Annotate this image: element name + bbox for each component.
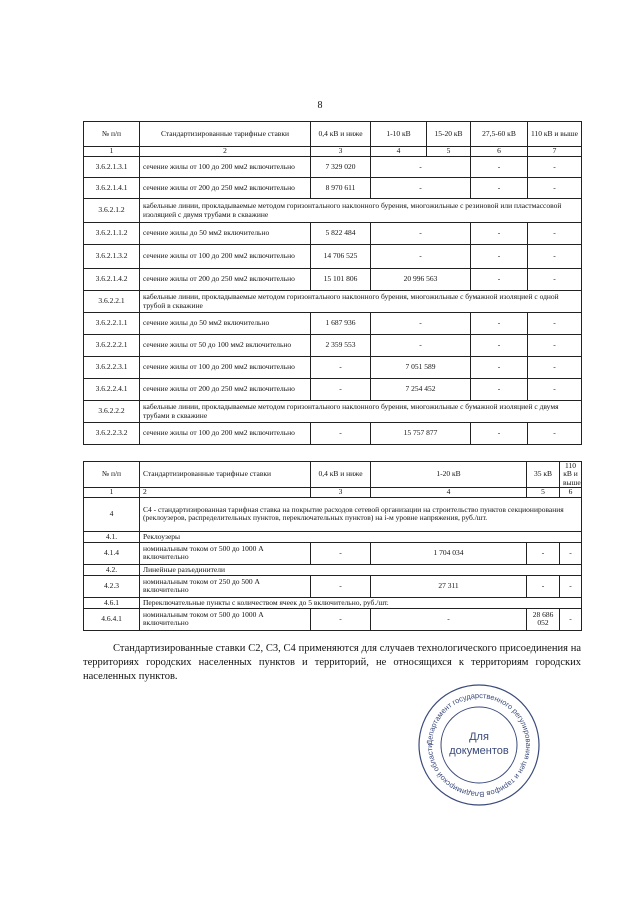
section-title: Переключательные пункты с количеством ячеек до 5 включительно, руб./шт. bbox=[140, 597, 582, 608]
value-0-4kv: 2 359 553 bbox=[311, 335, 371, 357]
tariff-table-2 bbox=[83, 461, 582, 631]
value-1-10kv: - bbox=[371, 245, 471, 269]
table-row bbox=[84, 122, 582, 147]
item-name: сечение жилы от 100 до 200 мм2 включительно bbox=[140, 245, 311, 269]
value-0-4kv: - bbox=[311, 379, 371, 401]
item-number: 4.1.4 bbox=[84, 542, 140, 564]
note-paragraph: Стандартизированные ставки С2, С3, С4 применяются для случаев технологического присоединения на территориях городских населенных пунктов и территорий, не относящихся к территориям городских населенных пунктов. bbox=[83, 643, 581, 683]
item-number: 4.6.1 bbox=[84, 597, 140, 608]
item-name: номинальным током от 500 до 1000 А включительно bbox=[140, 542, 311, 564]
value-35kv: 28 686 052 bbox=[527, 608, 560, 630]
value-0-4kv: - bbox=[311, 357, 371, 379]
value-0-4kv: 1 687 936 bbox=[311, 313, 371, 335]
value-1-10kv: - bbox=[371, 313, 471, 335]
value-110kv: - bbox=[528, 379, 582, 401]
value-27-60kv: - bbox=[471, 269, 528, 291]
column-number-cell: 2 bbox=[140, 147, 311, 157]
item-name: сечение жилы от 200 до 250 мм2 включительно bbox=[140, 379, 311, 401]
column-number-cell: 1 bbox=[84, 147, 140, 157]
header-cell: 110 кВ и выше bbox=[560, 462, 582, 488]
header-cell: 0,4 кВ и ниже bbox=[311, 122, 371, 147]
header-cell: № п/п bbox=[84, 462, 140, 488]
item-number: 4.1. bbox=[84, 531, 140, 542]
column-number-cell: 3 bbox=[311, 147, 371, 157]
value-0-4kv: 15 101 806 bbox=[311, 269, 371, 291]
header-cell: 1-10 кВ bbox=[371, 122, 427, 147]
header-cell: 110 кВ и выше bbox=[528, 122, 582, 147]
table-row bbox=[84, 401, 582, 423]
column-number-cell: 6 bbox=[560, 487, 582, 497]
value-27-60kv: - bbox=[471, 335, 528, 357]
value-1-10kv: 7 254 452 bbox=[371, 379, 471, 401]
header-cell: 27,5-60 кВ bbox=[471, 122, 528, 147]
value-110kv: - bbox=[528, 223, 582, 245]
header-cell: Стандартизированные тарифные ставки bbox=[140, 122, 311, 147]
table-row bbox=[84, 357, 582, 379]
table-row bbox=[84, 199, 582, 223]
header-cell: Стандартизированные тарифные ставки bbox=[140, 462, 311, 488]
item-number: 4 bbox=[84, 497, 140, 531]
value-1-10kv: - bbox=[371, 157, 471, 178]
item-name: сечение жилы до 50 мм2 включительно bbox=[140, 223, 311, 245]
item-number: 4.6.4.1 bbox=[84, 608, 140, 630]
item-name: сечение жилы от 200 до 250 мм2 включительно bbox=[140, 269, 311, 291]
item-number: 3.6.2.2.1.1 bbox=[84, 313, 140, 335]
stamp-center-line1: Для bbox=[469, 731, 489, 743]
column-number-cell: 6 bbox=[471, 147, 528, 157]
value-110kv: - bbox=[560, 575, 582, 597]
value-1-20kv: - bbox=[371, 608, 527, 630]
value-1-10kv: - bbox=[371, 223, 471, 245]
tariff-table-1 bbox=[83, 121, 582, 445]
table-row bbox=[84, 269, 582, 291]
value-35kv: - bbox=[527, 575, 560, 597]
table-row bbox=[84, 245, 582, 269]
column-number-cell: 2 bbox=[140, 487, 311, 497]
column-number-cell: 4 bbox=[371, 147, 427, 157]
value-0-4kv: 8 970 611 bbox=[311, 178, 371, 199]
table-row bbox=[84, 223, 582, 245]
header-cell: 0,4 кВ и ниже bbox=[311, 462, 371, 488]
item-number: 3.6.2.2.2.1 bbox=[84, 335, 140, 357]
item-number: 3.6.2.1.3.2 bbox=[84, 245, 140, 269]
item-number: 3.6.2.1.4.2 bbox=[84, 269, 140, 291]
section-title: Реклоузеры bbox=[140, 531, 582, 542]
item-number: 3.6.2.2.3.2 bbox=[84, 423, 140, 445]
item-number: 3.6.2.2.3.1 bbox=[84, 357, 140, 379]
table-row bbox=[84, 608, 582, 630]
value-110kv: - bbox=[528, 357, 582, 379]
table-row bbox=[84, 178, 582, 199]
value-110kv: - bbox=[528, 269, 582, 291]
value-27-60kv: - bbox=[471, 178, 528, 199]
table-row bbox=[84, 313, 582, 335]
value-110kv: - bbox=[528, 157, 582, 178]
value-1-10kv: - bbox=[371, 335, 471, 357]
column-number-cell: 7 bbox=[528, 147, 582, 157]
table-row bbox=[84, 462, 582, 488]
table-row bbox=[84, 575, 582, 597]
value-27-60kv: - bbox=[471, 357, 528, 379]
item-number: 3.6.2.2.2 bbox=[84, 401, 140, 423]
value-110kv: - bbox=[528, 313, 582, 335]
stamp-center-line2: документов bbox=[449, 745, 509, 757]
section-title: кабельные линии, прокладываемые методом горизонтального наклонного бурения, многожильные с бумажной изоляцией с двумя трубами в скважине bbox=[140, 401, 582, 423]
table-row bbox=[84, 423, 582, 445]
header-cell: № п/п bbox=[84, 122, 140, 147]
value-0-4kv: 14 706 525 bbox=[311, 245, 371, 269]
item-number: 4.2.3 bbox=[84, 575, 140, 597]
item-name: сечение жилы от 100 до 200 мм2 включительно bbox=[140, 357, 311, 379]
value-110kv: - bbox=[528, 178, 582, 199]
item-name: сечение жилы от 100 до 200 мм2 включительно bbox=[140, 423, 311, 445]
column-number-cell: 4 bbox=[371, 487, 527, 497]
section-title: Линейные разъединители bbox=[140, 564, 582, 575]
value-1-20kv: 1 704 034 bbox=[371, 542, 527, 564]
column-number-cell: 1 bbox=[84, 487, 140, 497]
table-row bbox=[84, 597, 582, 608]
value-110kv: - bbox=[560, 542, 582, 564]
item-number: 3.6.2.1.3.1 bbox=[84, 157, 140, 178]
value-0-4kv: 7 329 020 bbox=[311, 157, 371, 178]
value-1-20kv: 27 311 bbox=[371, 575, 527, 597]
item-name: сечение жилы от 50 до 100 мм2 включительно bbox=[140, 335, 311, 357]
value-1-10kv: - bbox=[371, 178, 471, 199]
value-110kv: - bbox=[528, 335, 582, 357]
value-27-60kv: - bbox=[471, 423, 528, 445]
item-name: номинальным током от 250 до 500 А включительно bbox=[140, 575, 311, 597]
value-27-60kv: - bbox=[471, 379, 528, 401]
value-27-60kv: - bbox=[471, 313, 528, 335]
value-110kv: - bbox=[560, 608, 582, 630]
value-0-4kv: - bbox=[311, 542, 371, 564]
column-number-cell: 5 bbox=[427, 147, 471, 157]
section-title: кабельные линии, прокладываемые методом горизонтального наклонного бурения, многожильные с бумажной изоляцией с одной трубой в скважине bbox=[140, 291, 582, 313]
item-name: номинальным током от 500 до 1000 А включительно bbox=[140, 608, 311, 630]
table-row bbox=[84, 379, 582, 401]
section-title: С4 - стандартизированная тарифная ставка на покрытие расходов сетевой организации на строительство пунктов секционирования (реклоузеров, распределительных пунктов, переключательных пунктов) на i-м уровне напряжения, руб./шт. bbox=[140, 497, 582, 531]
value-0-4kv: 5 822 484 bbox=[311, 223, 371, 245]
item-name: сечение жилы от 200 до 250 мм2 включительно bbox=[140, 178, 311, 199]
value-27-60kv: - bbox=[471, 157, 528, 178]
table-row bbox=[84, 487, 582, 497]
table-row bbox=[84, 147, 582, 157]
table-row bbox=[84, 542, 582, 564]
value-1-10kv: 15 757 877 bbox=[371, 423, 471, 445]
stamp bbox=[416, 682, 542, 808]
table-row bbox=[84, 564, 582, 575]
table-row bbox=[84, 291, 582, 313]
table-row bbox=[84, 497, 582, 531]
table-row bbox=[84, 335, 582, 357]
value-110kv: - bbox=[528, 245, 582, 269]
value-1-10kv: 20 996 563 bbox=[371, 269, 471, 291]
value-27-60kv: - bbox=[471, 223, 528, 245]
value-0-4kv: - bbox=[311, 423, 371, 445]
item-number: 3.6.2.1.4.1 bbox=[84, 178, 140, 199]
header-cell: 15-20 кВ bbox=[427, 122, 471, 147]
item-number: 3.6.2.2.4.1 bbox=[84, 379, 140, 401]
value-110kv: - bbox=[528, 423, 582, 445]
table-row bbox=[84, 157, 582, 178]
value-27-60kv: - bbox=[471, 245, 528, 269]
column-number-cell: 3 bbox=[311, 487, 371, 497]
item-number: 4.2. bbox=[84, 564, 140, 575]
table-row bbox=[84, 531, 582, 542]
section-title: кабельные линии, прокладываемые методом горизонтального наклонного бурения, многожильные с резиновой или пластмассовой изоляцией с двумя трубами в скважине bbox=[140, 199, 582, 223]
page-number: 8 bbox=[317, 100, 323, 111]
value-35kv: - bbox=[527, 542, 560, 564]
header-cell: 35 кВ bbox=[527, 462, 560, 488]
header-cell: 1-20 кВ bbox=[371, 462, 527, 488]
value-0-4kv: - bbox=[311, 575, 371, 597]
item-number: 3.6.2.1.1.2 bbox=[84, 223, 140, 245]
item-name: сечение жилы до 50 мм2 включительно bbox=[140, 313, 311, 335]
value-0-4kv: - bbox=[311, 608, 371, 630]
column-number-cell: 5 bbox=[527, 487, 560, 497]
item-name: сечение жилы от 100 до 200 мм2 включительно bbox=[140, 157, 311, 178]
stamp-ring-text: Департамент государственного регулирования цен и тарифов Владимирской области bbox=[424, 690, 534, 800]
value-1-10kv: 7 051 589 bbox=[371, 357, 471, 379]
item-number: 3.6.2.1.2 bbox=[84, 199, 140, 223]
item-number: 3.6.2.2.1 bbox=[84, 291, 140, 313]
